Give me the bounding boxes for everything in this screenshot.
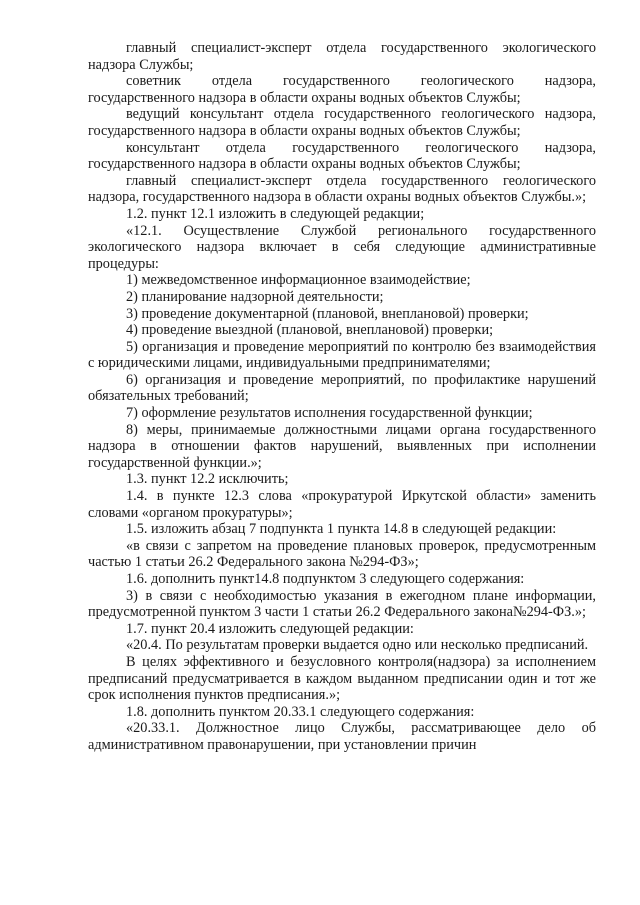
document-page [88, 40, 596, 754]
paragraph: главный специалист-эксперт отдела государственного геологического надзора, государственного надзора в области охраны водных объектов Службы.»; [88, 172, 596, 206]
list-item: 6) организация и проведение мероприятий, по профилактике нарушений обязательных требований; [88, 371, 596, 405]
list-item: 4) проведение выездной (плановой, внеплановой) проверки; [126, 322, 494, 339]
list-item: 8) меры, принимаемые должностными лицами органа государственного надзора в отношении фактов нарушений, выявленных при исполнении государственной функции.»; [88, 421, 596, 471]
paragraph: «в связи с запретом на проведение плановых проверок, предусмотренным частью 1 статьи 26.2 Федерального закона №294-ФЗ»; [88, 537, 596, 571]
list-item: 5) организация и проведение мероприятий по контролю без взаимодействия с юридическими лицами, индивидуальными предпринимателями; [88, 338, 596, 372]
paragraph: советник отдела государственного геологического надзора, государственного надзора в области охраны водных объектов Службы; [88, 73, 596, 106]
paragraph: «20.33.1. Должностное лицо Службы, рассматривающее дело об административном правонарушении, при установлении причин [88, 720, 596, 753]
paragraph: 3) в связи с необходимостью указания в ежегодном плане информации, предусмотренной пунктом 3 части 1 статьи 26.2 Федерального закона№294-ФЗ.»; [88, 587, 596, 621]
list-item: 1) межведомственное информационное взаимодействие; [126, 272, 471, 289]
paragraph: ведущий консультант отдела государственного геологического надзора, государственного надзора в области охраны водных объектов Службы; [88, 106, 596, 139]
paragraph: главный специалист-эксперт отдела государственного экологического надзора Службы; [88, 40, 596, 73]
paragraph: В целях эффективного и безусловного контроля(надзора) за исполнением предписаний предусматривается в каждом выданном предписании один и тот же срок исполнения пунктов предписания.»; [88, 653, 596, 704]
list-item: 2) планирование надзорной деятельности; [126, 288, 384, 305]
paragraph: 1.3. пункт 12.2 исключить; [126, 471, 289, 488]
paragraph: 1.8. дополнить пунктом 20.33.1 следующего содержания: [126, 703, 475, 720]
list-item: 7) оформление результатов исполнения государственной функции; [126, 405, 533, 422]
paragraph: 1.7. пункт 20.4 изложить следующей редакции: [126, 620, 414, 637]
paragraph: «12.1. Осуществление Службой регионального государственного экологического надзора включает в себя следующие административные процедуры: [88, 222, 596, 272]
paragraph: 1.5. изложить абзац 7 подпункта 1 пункта 14.8 в следующей редакции: [126, 521, 557, 538]
paragraph: «20.4. По результатам проверки выдается одно или несколько предписаний. [126, 637, 589, 654]
paragraph: 1.4. в пункте 12.3 слова «прокуратурой Иркутской области» заменить словами «органом прокуратуры»; [88, 488, 596, 521]
paragraph: консультант отдела государственного геологического надзора, государственного надзора в области охраны водных объектов Службы; [88, 139, 596, 173]
list-item: 3) проведение документарной (плановой, внеплановой) проверки; [126, 305, 529, 322]
paragraph: 1.6. дополнить пункт14.8 подпунктом 3 следующего содержания: [126, 571, 525, 587]
paragraph: 1.2. пункт 12.1 изложить в следующей редакции; [126, 205, 425, 222]
